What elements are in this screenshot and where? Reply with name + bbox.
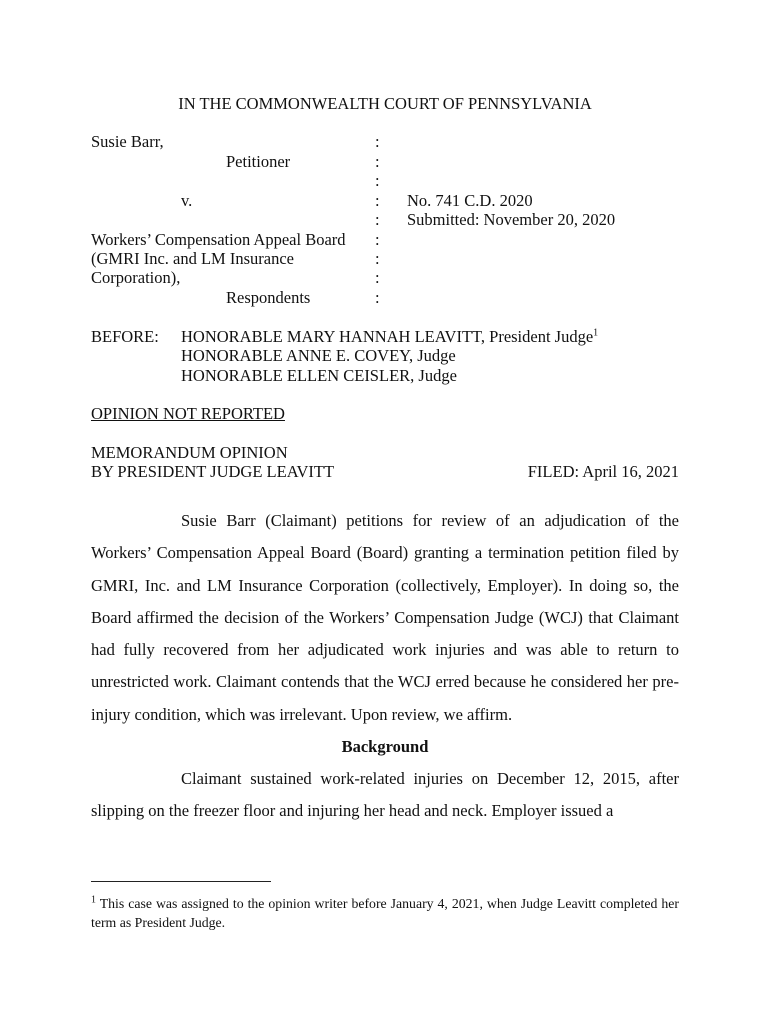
memo-line-1: MEMORANDUM OPINION <box>91 443 288 462</box>
caption-colon: : <box>375 152 380 171</box>
body-paragraph-1: Susie Barr (Claimant) petitions for review of an adjudication of the Workers’ Compensation Appeal Board (Board) granting a termination petition filed by GMRI, Inc. and LM Insurance Corporation (collectively, Employer). In doing so, the Board affirmed the decision of the Workers’ Compensation Judge (WCJ) that Claimant had fully recovered from her adjudicated work injuries and was able to return to unrestricted work. Claimant contends that the WCJ erred because he considered her pre-injury condition, which was irrelevant. Upon review, we affirm. <box>91 511 679 724</box>
footnote-ref: 1 <box>593 327 599 339</box>
caption-colon: : <box>375 288 380 307</box>
opinion-status: OPINION NOT REPORTED <box>91 404 285 423</box>
petitioner-role: Petitioner <box>226 152 291 171</box>
versus-label: v. <box>181 191 193 210</box>
memo-line-2: BY PRESIDENT JUDGE LEAVITT <box>91 462 335 481</box>
judge-1: HONORABLE MARY HANNAH LEAVITT, President Judge$^1$ <box>181 327 599 346</box>
respondent-role: Respondents <box>226 288 311 307</box>
petitioner-name: Susie Barr, <box>91 132 164 151</box>
footnote-text: This case was assigned to the opinion writer before January 4, 2021, when Judge Leavitt completed her term as President Judge. <box>91 896 679 930</box>
judge-2: HONORABLE ANNE E. COVEY, Judge <box>181 346 456 365</box>
caption-colon: : <box>375 132 380 151</box>
caption-colon: : <box>375 210 380 229</box>
court-title: IN THE COMMONWEALTH COURT OF PENNSYLVANIA <box>178 94 592 113</box>
footnote-1 <box>91 895 679 932</box>
respondent-line-1: Workers’ Compensation Appeal Board <box>91 230 346 249</box>
before-label: BEFORE: <box>91 327 159 346</box>
body-paragraph-2: Claimant sustained work-related injuries on December 12, 2015, after slipping on the freezer floor and injuring her head and neck. Employer issued a <box>91 769 679 821</box>
footnote-divider <box>91 881 271 882</box>
judge-3: HONORABLE ELLEN CEISLER, Judge <box>181 366 457 385</box>
submitted-date: Submitted: November 20, 2020 <box>407 210 616 229</box>
caption-colon: : <box>375 268 380 287</box>
respondent-line-3: Corporation), <box>91 268 181 287</box>
caption-colon: : <box>375 249 380 268</box>
caption-colon: : <box>375 191 380 210</box>
footnote-number: 1 <box>91 894 96 906</box>
respondent-line-2: (GMRI Inc. and LM Insurance <box>91 249 294 268</box>
docket-number: No. 741 C.D. 2020 <box>407 191 533 210</box>
section-heading-background: Background <box>341 737 429 756</box>
caption-colon: : <box>375 171 380 190</box>
caption-colon: : <box>375 230 380 249</box>
filed-date: FILED: April 16, 2021 <box>527 462 679 481</box>
